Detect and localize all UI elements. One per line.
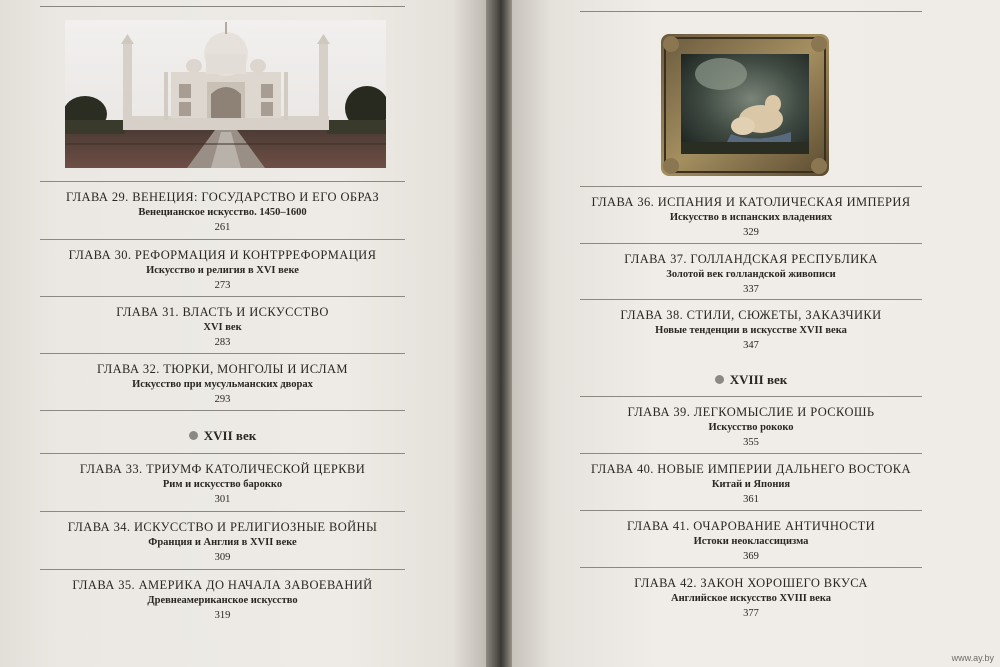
toc-entry[interactable] (40, 189, 405, 235)
top-rule (40, 6, 405, 7)
page-number: 377 (743, 608, 759, 619)
divider (40, 569, 405, 570)
chapter-title: ГЛАВА 35. АМЕРИКА ДО НАЧАЛА ЗАВОЕВАНИЙ (72, 578, 373, 592)
divider (40, 296, 405, 297)
taj-mahal-photo (65, 20, 386, 168)
chapter-subtitle: XVI век (203, 322, 242, 333)
page-number: 283 (214, 337, 231, 348)
century-heading: XVII век (40, 427, 405, 445)
chapter-subtitle: Древнеамериканское искусство (147, 595, 298, 606)
chapter-subtitle: Франция и Англия в XVII веке (148, 537, 297, 548)
top-rule (580, 11, 922, 12)
page-number: 361 (743, 494, 759, 505)
chapter-subtitle: Английское искусство XVIII века (671, 593, 831, 604)
page-number: 337 (743, 284, 759, 295)
page-number: 329 (743, 227, 759, 238)
toc-entry[interactable] (580, 575, 922, 621)
divider (580, 299, 922, 300)
chapter-title: ГЛАВА 39. ЛЕГКОМЫСЛИЕ И РОСКОШЬ (627, 405, 875, 419)
chapter-subtitle: Рим и искусство барокко (162, 479, 283, 490)
chapter-title: ГЛАВА 29. ВЕНЕЦИЯ: ГОСУДАРСТВО И ЕГО ОБРАЗ (65, 190, 380, 204)
page-number: 355 (743, 437, 759, 448)
divider (40, 181, 405, 182)
chapter-title: ГЛАВА 37. ГОЛЛАНДСКАЯ РЕСПУБЛИКА (624, 252, 878, 266)
page-number: 319 (214, 610, 231, 621)
chapter-title: ГЛАВА 38. СТИЛИ, СЮЖЕТЫ, ЗАКАЗЧИКИ (620, 308, 882, 322)
chapter-subtitle: Искусство в испанских владениях (669, 212, 833, 223)
page-number: 273 (214, 280, 231, 291)
chapter-subtitle: Истоки неоклассицизма (693, 536, 809, 547)
chapter-subtitle: Искусство и религия в XVI веке (146, 265, 299, 276)
watermark: www.ay.by (951, 653, 994, 663)
divider (580, 510, 922, 511)
toc-entry[interactable] (580, 307, 922, 353)
chapter-subtitle: Венецианское искусство. 1450–1600 (138, 207, 307, 218)
divider (580, 453, 922, 454)
toc-entry[interactable] (40, 247, 405, 293)
toc-entry[interactable] (580, 404, 922, 450)
bullet-dot-icon (715, 375, 724, 384)
divider (580, 396, 922, 397)
chapter-title: ГЛАВА 32. ТЮРКИ, МОНГОЛЫ И ИСЛАМ (97, 362, 348, 376)
left-page (0, 0, 492, 667)
page-number: 369 (743, 551, 759, 562)
right-page (512, 0, 1000, 667)
chapter-title: ГЛАВА 31. ВЛАСТЬ И ИСКУССТВО (116, 305, 329, 319)
divider (580, 567, 922, 568)
page-number: 261 (214, 222, 231, 233)
page-number: 347 (743, 340, 759, 351)
toc-entry[interactable] (40, 461, 405, 507)
toc-entry[interactable] (40, 304, 405, 350)
chapter-title: ГЛАВА 30. РЕФОРМАЦИЯ И КОНТРРЕФОРМАЦИЯ (68, 248, 377, 262)
chapter-title: ГЛАВА 34. ИСКУССТВО И РЕЛИГИОЗНЫЕ ВОЙНЫ (67, 520, 378, 534)
toc-entry[interactable] (580, 194, 922, 240)
divider (40, 453, 405, 454)
chapter-title: ГЛАВА 36. ИСПАНИЯ И КАТОЛИЧЕСКАЯ ИМПЕРИЯ (591, 195, 911, 209)
chapter-title: ГЛАВА 33. ТРИУМФ КАТОЛИЧЕСКОЙ ЦЕРКВИ (79, 462, 366, 476)
divider (580, 186, 922, 187)
toc-entry[interactable] (580, 251, 922, 297)
chapter-title: ГЛАВА 41. ОЧАРОВАНИЕ АНТИЧНОСТИ (626, 519, 876, 533)
divider (40, 239, 405, 240)
divider (40, 511, 405, 512)
century-heading: XVIII век (580, 371, 922, 389)
toc-entry[interactable] (40, 577, 405, 623)
toc-entry[interactable] (40, 361, 405, 407)
toc-entry[interactable] (580, 518, 922, 564)
page-number: 301 (214, 494, 231, 505)
page-number: 293 (214, 394, 231, 405)
chapter-subtitle: Новые тенденции в искусстве XVII века (655, 325, 847, 336)
divider (40, 410, 405, 411)
page-number: 309 (214, 552, 231, 563)
chapter-subtitle: Искусство при мусульманских дворах (132, 379, 313, 390)
chapter-subtitle: Искусство рококо (708, 422, 794, 433)
framed-painting (661, 34, 829, 176)
chapter-title: ГЛАВА 42. ЗАКОН ХОРОШЕГО ВКУСА (634, 576, 868, 590)
chapter-title: ГЛАВА 40. НОВЫЕ ИМПЕРИИ ДАЛЬНЕГО ВОСТОКА (591, 462, 911, 476)
toc-entry[interactable] (580, 461, 922, 507)
bullet-dot-icon (189, 431, 198, 440)
chapter-subtitle: Золотой век голландской живописи (666, 269, 836, 280)
divider (40, 353, 405, 354)
toc-entry[interactable] (40, 519, 405, 565)
chapter-subtitle: Китай и Япония (711, 479, 791, 490)
divider (580, 243, 922, 244)
